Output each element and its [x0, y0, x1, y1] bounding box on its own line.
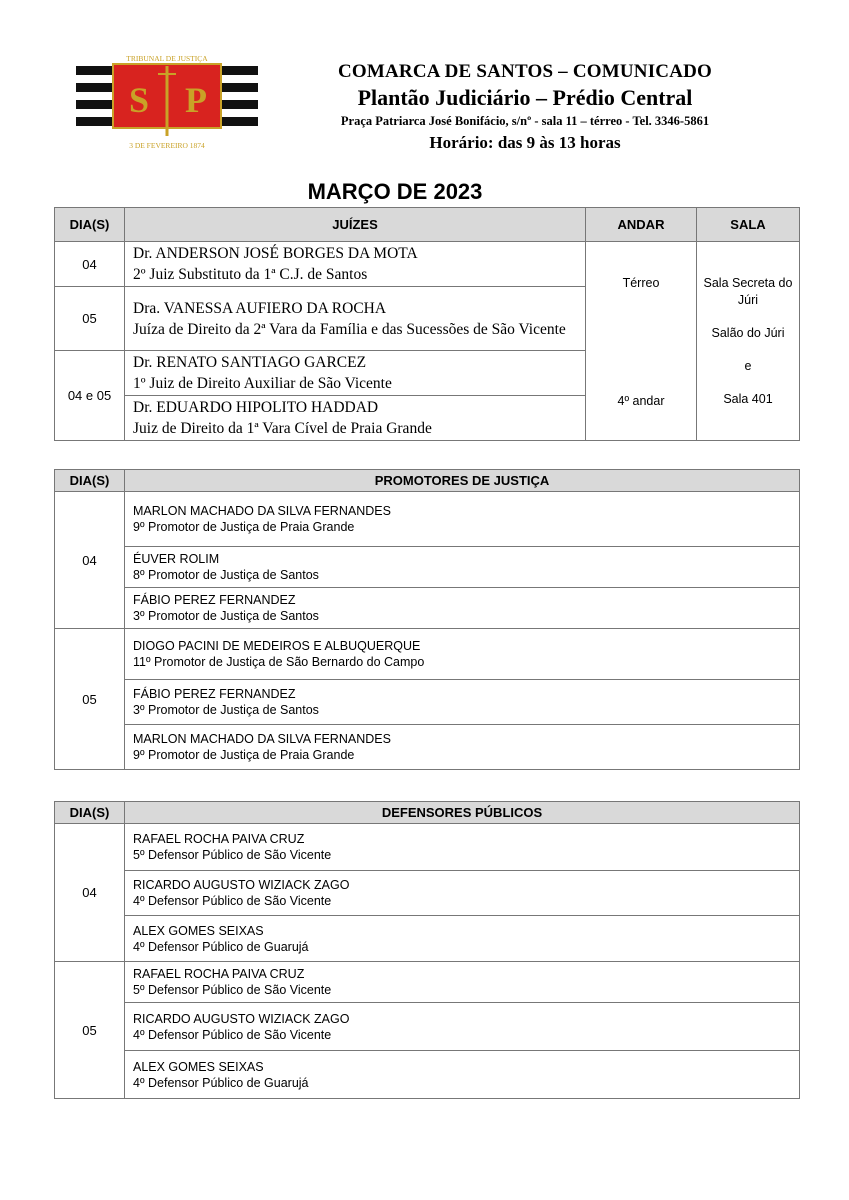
day-cell: 04 [55, 824, 125, 962]
judge-name: Dr. ANDERSON JOSÉ BORGES DA MOTA [133, 245, 418, 262]
floor-cell [586, 242, 697, 441]
table-row [55, 962, 800, 1003]
table-row [55, 824, 800, 871]
table-header-row [55, 470, 800, 492]
promoters-table [54, 469, 800, 770]
promoter-cell [125, 588, 800, 629]
floor-ground: Térreo [622, 276, 660, 290]
promoter-cell [125, 680, 800, 725]
promoter-name: ÉUVER ROLIM [133, 552, 220, 566]
judge-role: 1º Juiz de Direito Auxiliar de São Vicente [133, 375, 392, 392]
svg-text:3 DE FEVEREIRO 1874: 3 DE FEVEREIRO 1874 [129, 141, 205, 150]
defender-role: 5º Defensor Público de São Vicente [133, 983, 332, 997]
promoter-cell [125, 629, 800, 680]
header-hours: Horário: das 9 às 13 horas [429, 133, 621, 152]
judge-role: Juiz de Direito da 1ª Vara Cível de Praia Grande [133, 420, 432, 437]
judge-role: Juíza de Direito da 2ª Vara da Família e das Sucessões de São Vicente [133, 320, 566, 338]
defender-cell [125, 1051, 800, 1099]
table-row [55, 629, 800, 680]
header-days: DIA(S) [55, 208, 125, 242]
table-header-row [55, 208, 800, 242]
judge-cell [125, 396, 586, 441]
judge-name: Dr. EDUARDO HIPOLITO HADDAD [133, 399, 379, 416]
judge-cell [125, 287, 586, 351]
judge-cell [125, 242, 586, 287]
svg-text:S: S [128, 80, 150, 120]
judge-role: 2º Juiz Substituto da 1ª C.J. de Santos [133, 266, 368, 283]
header-promoters: PROMOTORES DE JUSTIÇA [125, 470, 800, 492]
defender-role: 5º Defensor Público de São Vicente [133, 848, 332, 862]
judge-cell [125, 351, 586, 396]
promoter-cell [125, 547, 800, 588]
day-cell: 04 e 05 [55, 351, 125, 441]
room-secret-jury: Sala Secreta do Júri [703, 276, 793, 307]
tjsp-logo [76, 52, 258, 150]
promoter-name: MARLON MACHADO DA SILVA FERNANDES [133, 504, 391, 518]
table-row [55, 588, 800, 629]
promoter-name: DIOGO PACINI DE MEDEIROS E ALBUQUERQUE [133, 639, 421, 653]
table-row [55, 725, 800, 770]
table-row [55, 492, 800, 547]
defender-name: RICARDO AUGUSTO WIZIACK ZAGO [133, 878, 350, 892]
defender-name: RAFAEL ROCHA PAIVA CRUZ [133, 967, 305, 981]
svg-text:P: P [185, 80, 207, 120]
header-defenders: DEFENSORES PÚBLICOS [125, 802, 800, 824]
table-row [55, 1003, 800, 1051]
promoter-role: 8º Promotor de Justiça de Santos [133, 568, 319, 582]
defender-name: ALEX GOMES SEIXAS [133, 923, 264, 938]
judge-name: Dr. RENATO SANTIAGO GARCEZ [133, 354, 367, 371]
table-row [55, 1051, 800, 1099]
defender-name: RICARDO AUGUSTO WIZIACK ZAGO [133, 1011, 350, 1026]
day-cell: 04 [55, 242, 125, 287]
document-header [290, 60, 760, 155]
floor-fourth: 4º andar [617, 394, 665, 408]
promoter-role: 3º Promotor de Justiça de Santos [133, 703, 319, 717]
header-judges: JUÍZES [125, 208, 586, 242]
promoter-role: 11º Promotor de Justiça de São Bernardo do Campo [133, 655, 425, 669]
table-row [55, 680, 800, 725]
header-address: Praça Patriarca José Bonifácio, s/nº - sala 11 – térreo - Tel. 3346-5861 [340, 114, 710, 128]
table-row [55, 916, 800, 962]
defender-name: ALEX GOMES SEIXAS [133, 1059, 264, 1074]
table-header-row [55, 802, 800, 824]
defender-role: 4º Defensor Público de Guarujá [133, 939, 309, 954]
header-title: COMARCA DE SANTOS – COMUNICADO [337, 61, 713, 82]
room-jury-hall: Salão do Júri [711, 326, 785, 340]
header-subtitle: Plantão Judiciário – Prédio Central [357, 85, 693, 110]
table-row [55, 242, 800, 287]
defender-name: RAFAEL ROCHA PAIVA CRUZ [133, 832, 305, 846]
day-cell: 04 [55, 492, 125, 629]
day-cell: 05 [55, 287, 125, 351]
promoter-cell [125, 725, 800, 770]
day-cell: 05 [55, 962, 125, 1099]
defender-role: 4º Defensor Público de São Vicente [133, 894, 332, 908]
judges-table [54, 207, 800, 441]
room-401: Sala 401 [723, 392, 773, 406]
table-row [55, 871, 800, 916]
defender-cell [125, 916, 800, 962]
defender-cell [125, 962, 800, 1003]
header-floor: ANDAR [586, 208, 697, 242]
day-cell: 05 [55, 629, 125, 770]
judge-name: Dra. VANESSA AUFIERO DA ROCHA [133, 299, 387, 317]
header-room: SALA [697, 208, 800, 242]
defender-role: 4º Defensor Público de São Vicente [133, 1027, 332, 1042]
defender-role: 4º Defensor Público de Guarujá [133, 1075, 309, 1090]
defender-cell [125, 824, 800, 871]
header-days: DIA(S) [55, 802, 125, 824]
promoter-role: 9º Promotor de Justiça de Praia Grande [133, 520, 355, 534]
svg-text:TRIBUNAL DE JUSTIÇA: TRIBUNAL DE JUSTIÇA [126, 54, 208, 63]
defenders-table [54, 801, 800, 1099]
promoter-name: FÁBIO PEREZ FERNANDEZ [133, 593, 296, 607]
promoter-cell [125, 492, 800, 547]
promoter-role: 3º Promotor de Justiça de Santos [133, 609, 319, 623]
header-days: DIA(S) [55, 470, 125, 492]
table-row [55, 547, 800, 588]
month-title: MARÇO DE 2023 [307, 179, 483, 204]
room-cell [697, 242, 800, 441]
promoter-role: 9º Promotor de Justiça de Praia Grande [133, 748, 355, 762]
defender-cell [125, 1003, 800, 1051]
room-and: e [744, 359, 752, 373]
promoter-name: MARLON MACHADO DA SILVA FERNANDES [133, 732, 391, 746]
promoter-name: FÁBIO PEREZ FERNANDEZ [133, 687, 296, 701]
defender-cell [125, 871, 800, 916]
